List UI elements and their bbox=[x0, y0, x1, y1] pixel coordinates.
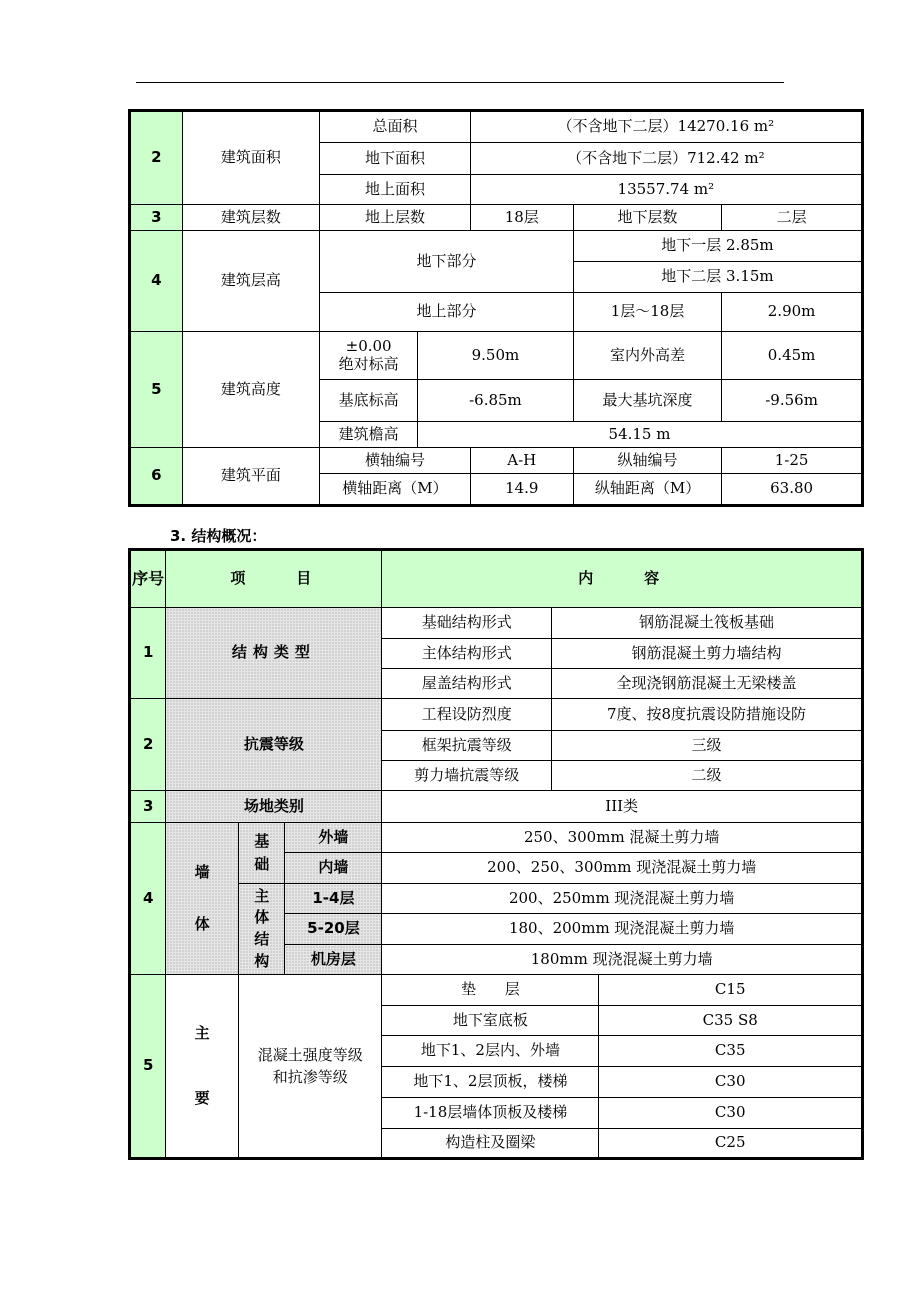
cell-value: -6.85m bbox=[418, 380, 574, 422]
item-label: 建筑面积 bbox=[182, 111, 320, 205]
row-number: 1 bbox=[130, 608, 166, 699]
cell-label: 纵轴编号 bbox=[573, 448, 721, 474]
cell-value: 54.15 m bbox=[418, 422, 863, 448]
cell-label: 剪力墙抗震等级 bbox=[382, 761, 552, 791]
cell-label: 基底标高 bbox=[320, 380, 418, 422]
row-number: 2 bbox=[130, 699, 166, 791]
cell-value: 250、300mm 混凝土剪力墙 bbox=[382, 823, 863, 853]
row-number: 3 bbox=[130, 791, 166, 823]
cell-value: 63.80 bbox=[722, 474, 863, 506]
cell-label: 框架抗震等级 bbox=[382, 731, 552, 761]
item-label: 建筑高度 bbox=[182, 332, 320, 448]
cell-label: 主体结构形式 bbox=[382, 639, 552, 669]
cell-value: C30 bbox=[599, 1098, 863, 1129]
item-label: 建筑平面 bbox=[182, 448, 320, 506]
cell-label: 构造柱及圈梁 bbox=[382, 1129, 599, 1159]
cell-label: 横轴编号 bbox=[320, 448, 470, 474]
cell-label: 5-20层 bbox=[285, 914, 382, 945]
cell-value: C15 bbox=[599, 975, 863, 1006]
cell-value: 13557.74 m² bbox=[470, 175, 862, 205]
cell-label: 内墙 bbox=[285, 853, 382, 884]
cell-value: 180mm 现浇混凝土剪力墙 bbox=[382, 945, 863, 975]
cell-label: 地上面积 bbox=[320, 175, 470, 205]
cell-label: 地上层数 bbox=[320, 205, 470, 231]
vertical-char: 要 bbox=[194, 1089, 210, 1107]
cell-label: 1-18层墙体顶板及楼梯 bbox=[382, 1098, 599, 1129]
cell-value: 1-25 bbox=[722, 448, 863, 474]
cell-label: 地下1、2层顶板，楼梯 bbox=[382, 1067, 599, 1098]
item-label-vertical bbox=[166, 823, 239, 975]
cell-value: （不含地下二层）712.42 m² bbox=[470, 143, 862, 175]
cell-label: 地上部分 bbox=[320, 293, 574, 332]
cell-label: 地下层数 bbox=[573, 205, 721, 231]
structure-overview-table bbox=[128, 548, 864, 1160]
cell-value: 180、200mm 现浇混凝土剪力墙 bbox=[382, 914, 863, 945]
sub-label-concrete: 混凝土强度等级和抗渗等级 bbox=[239, 975, 382, 1159]
cell-label: 工程设防烈度 bbox=[382, 699, 552, 731]
cell-label: 最大基坑深度 bbox=[573, 380, 721, 422]
item-label: 建筑层数 bbox=[182, 205, 320, 231]
cell-value: 钢筋混凝土剪力墙结构 bbox=[552, 639, 863, 669]
cell-value: III类 bbox=[382, 791, 863, 823]
cell-value: 钢筋混凝土筏板基础 bbox=[552, 608, 863, 639]
cell-label: 屋盖结构形式 bbox=[382, 669, 552, 699]
cell-label: 1-4层 bbox=[285, 884, 382, 914]
cell-label: 基础结构形式 bbox=[382, 608, 552, 639]
cell-value: 14.9 bbox=[470, 474, 573, 506]
cell-value: 全现浇钢筋混凝土无梁楼盖 bbox=[552, 669, 863, 699]
cell-label: 地下部分 bbox=[320, 231, 574, 293]
item-label: 结构类型 bbox=[166, 608, 382, 699]
sub-label-main: 主体结构 bbox=[239, 884, 285, 975]
item-label: 场地类别 bbox=[166, 791, 382, 823]
cell-label: 室内外高差 bbox=[573, 332, 721, 380]
building-overview-table bbox=[128, 109, 864, 507]
section-heading: 3. 结构概况： bbox=[170, 527, 267, 545]
cell-label: 建筑檐高 bbox=[320, 422, 418, 448]
cell-label: 地下面积 bbox=[320, 143, 470, 175]
cell-value: 200、250mm 现浇混凝土剪力墙 bbox=[382, 884, 863, 914]
cell-value: 18层 bbox=[470, 205, 573, 231]
row-number: 4 bbox=[130, 231, 183, 332]
item-label: 建筑层高 bbox=[182, 231, 320, 332]
cell-label: 总面积 bbox=[320, 111, 470, 143]
item-label-vertical bbox=[166, 975, 239, 1159]
cell-value: 9.50m bbox=[418, 332, 574, 380]
cell-value: 三级 bbox=[552, 731, 863, 761]
vertical-char: 墙 bbox=[194, 863, 210, 882]
item-label: 抗震等级 bbox=[166, 699, 382, 791]
cell-label: 横轴距离（M） bbox=[320, 474, 470, 506]
cell-value: 0.45m bbox=[722, 332, 863, 380]
row-number: 4 bbox=[130, 823, 166, 975]
cell-value: A-H bbox=[470, 448, 573, 474]
cell-value: C30 bbox=[599, 1067, 863, 1098]
cell-value: 7度、按8度抗震设防措施设防 bbox=[552, 699, 863, 731]
vertical-char: 体 bbox=[194, 914, 210, 933]
cell-value: 二级 bbox=[552, 761, 863, 791]
row-number: 2 bbox=[130, 111, 183, 205]
header-item: 项 目 bbox=[166, 550, 382, 608]
cell-value: -9.56m bbox=[722, 380, 863, 422]
cell-label: ±0.00 绝对标高 bbox=[320, 332, 418, 380]
vertical-char: 主 bbox=[194, 1023, 210, 1042]
cell-value: 2.90m bbox=[722, 293, 863, 332]
row-number: 5 bbox=[130, 332, 183, 448]
row-number: 5 bbox=[130, 975, 166, 1159]
row-number: 6 bbox=[130, 448, 183, 506]
cell-label: 机房层 bbox=[285, 945, 382, 975]
row-number: 3 bbox=[130, 205, 183, 231]
cell-value: 地下二层 3.15m bbox=[573, 262, 862, 293]
cell-value: （不含地下二层）14270.16 m² bbox=[470, 111, 862, 143]
cell-label: 纵轴距离（M） bbox=[573, 474, 721, 506]
cell-label: 外墙 bbox=[285, 823, 382, 853]
cell-label: 地下1、2层内、外墙 bbox=[382, 1036, 599, 1067]
sub-label-foundation: 基础 bbox=[239, 823, 285, 884]
cell-value: C35 bbox=[599, 1036, 863, 1067]
cell-value: 地下一层 2.85m bbox=[573, 231, 862, 262]
header-content: 内 容 bbox=[382, 550, 863, 608]
cell-value: C35 S8 bbox=[599, 1006, 863, 1036]
header-rule bbox=[136, 82, 784, 83]
header-no: 序号 bbox=[130, 550, 166, 608]
cell-label: 地下室底板 bbox=[382, 1006, 599, 1036]
cell-value: 1层～18层 bbox=[573, 293, 721, 332]
cell-value: 200、250、300mm 现浇混凝土剪力墙 bbox=[382, 853, 863, 884]
cell-value: 二层 bbox=[722, 205, 863, 231]
cell-value: C25 bbox=[599, 1129, 863, 1159]
cell-label: 垫 层 bbox=[382, 975, 599, 1006]
